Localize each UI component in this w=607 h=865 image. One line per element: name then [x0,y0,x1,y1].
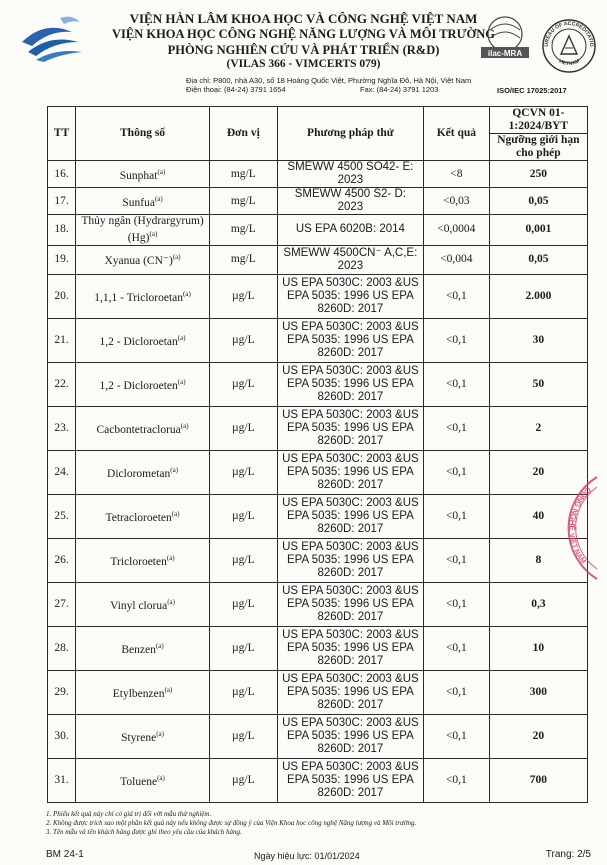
row-number: 16. [48,161,76,188]
unit-cell: µg/L [209,362,277,406]
header-method: Phương pháp thử [277,107,423,161]
unit-cell: µg/L [209,582,277,626]
footnote-1: 1. Phiếu kết quả này chỉ có giá trị đối với mẫu thử nghiệm. [46,810,212,818]
red-seal-stamp-icon [529,473,599,583]
header-parameter: Thông số [76,107,210,161]
parameter-name: 1,2 - Dicloroetan [99,335,178,348]
limit-cell: 2 [489,406,587,450]
unit-cell: µg/L [209,626,277,670]
accredited-marker: (a) [177,377,186,386]
parameter-cell [76,161,210,188]
parameter-cell [76,245,210,274]
parameter-cell [76,626,210,670]
stamp-side-text: VIỆT NAM [567,532,587,566]
table-row [48,215,588,246]
method-cell: US EPA 5030C: 2003 &US EPA 5035: 1996 US EPA 8260D: 2017 [277,318,423,362]
accredited-marker: (a) [164,685,173,694]
parameter-cell [76,215,210,246]
result-cell: <0,1 [423,626,489,670]
parameter-cell [76,538,210,582]
parameter-cell [76,362,210,406]
table-row [48,714,588,758]
limit-cell: 20 [489,450,587,494]
result-cell: <0,1 [423,450,489,494]
method-cell: SMEWW 4500CN⁻ A,C,E: 2023 [277,245,423,274]
parameter-name: Styrene [121,731,157,744]
accredited-marker: (a) [155,641,164,650]
result-cell: <0,1 [423,274,489,318]
accredited-marker: (a) [183,289,191,298]
method-cell: US EPA 5030C: 2003 &US EPA 5035: 1996 US EPA 8260D: 2017 [277,274,423,318]
limit-cell: 30 [489,318,587,362]
header-standard: QCVN 01-1:2024/BYT [489,107,587,134]
result-cell: <0,1 [423,714,489,758]
footnote-3: 3. Tên mẫu và tên khách hàng được ghi theo yêu cầu của khách hàng. [46,828,242,836]
institute-name: VIỆN KHOA HỌC CÔNG NGHỆ NĂNG LƯỢNG VÀ MÔI TRƯỜNG [111,27,495,41]
method-cell: US EPA 5030C: 2003 &US EPA 5035: 1996 US EPA 8260D: 2017 [277,450,423,494]
table-row [48,494,588,538]
row-number: 21. [48,318,76,362]
parameter-name: Sunfua [122,196,155,209]
parameter-cell [76,670,210,714]
limit-cell: 0,05 [489,245,587,274]
accredited-marker: (a) [154,194,163,203]
row-number: 25. [48,494,76,538]
limit-cell: 300 [489,670,587,714]
parameter-name: 1,2 - Dicloroeten [99,379,178,392]
accredited-marker: (a) [170,465,179,474]
method-cell: US EPA 5030C: 2003 &US EPA 5035: 1996 US EPA 8260D: 2017 [277,670,423,714]
parameter-name: Sunphat [119,169,158,182]
parameter-cell [76,406,210,450]
unit-cell: µg/L [209,538,277,582]
ilac-logo-text: ilac-MRA [487,49,523,58]
result-cell: <0,1 [423,494,489,538]
unit-cell: µg/L [209,758,277,802]
result-cell: <8 [423,161,489,188]
limit-cell: 0,001 [489,215,587,246]
row-number: 27. [48,582,76,626]
parameter-cell [76,582,210,626]
parameter-name: Tricloroeten [110,555,167,568]
result-cell: <0,004 [423,245,489,274]
method-cell: SMEWW 4500 SO42- E: 2023 [277,161,423,188]
row-number: 19. [48,245,76,274]
table-row [48,245,588,274]
effective-date: Ngày hiệu lực: 01/01/2024 [254,851,360,861]
table-row [48,318,588,362]
row-number: 20. [48,274,76,318]
method-cell: US EPA 6020B: 2014 [277,215,423,246]
limit-cell: 8 [489,538,587,582]
row-number: 18. [48,215,76,246]
accredited-marker: (a) [166,553,175,562]
parameter-name: 1,1,1 - Tricloroetan [94,291,184,304]
accredited-marker: (a) [180,421,189,430]
result-cell: <0,1 [423,538,489,582]
table-row [48,582,588,626]
parameter-name: Tetracloroeten [105,511,172,524]
academy-name: VIỆN HÀN LÂM KHOA HỌC VÀ CÔNG NGHỆ VIỆT NAM [129,11,478,26]
method-cell: US EPA 5030C: 2003 &US EPA 5035: 1996 US EPA 8260D: 2017 [277,494,423,538]
parameter-cell [76,450,210,494]
row-number: 26. [48,538,76,582]
parameter-name: Vinyl clorua [110,599,168,612]
unit-cell: µg/L [209,406,277,450]
row-number: 24. [48,450,76,494]
limit-cell: 0,3 [489,582,587,626]
fax-text: Fax: (84-24) 3791 1203 [360,85,439,94]
results-table [47,106,588,803]
table-row [48,274,588,318]
parameter-cell [76,318,210,362]
accredited-marker: (a) [177,333,186,342]
method-cell: US EPA 5030C: 2003 &US EPA 5035: 1996 US EPA 8260D: 2017 [277,626,423,670]
bureau-accreditation-seal-icon [541,18,597,74]
row-number: 17. [48,188,76,215]
method-cell: US EPA 5030C: 2003 &US EPA 5035: 1996 US EPA 8260D: 2017 [277,582,423,626]
accredited-marker: (a) [156,729,164,738]
unit-cell: mg/L [209,215,277,246]
limit-cell: 40 [489,494,587,538]
result-cell: <0,1 [423,318,489,362]
boa-seal-top-text: UREAU OF ACCREDITATIO [543,20,595,47]
method-cell: US EPA 5030C: 2003 &US EPA 5035: 1996 US EPA 8260D: 2017 [277,714,423,758]
table-row [48,161,588,188]
parameter-name: Thủy ngân (Hydrargyrum) (Hg) [81,215,204,244]
phone-text: Điện thoại: (84-24) 3791 1654 [186,85,286,94]
unit-cell: µg/L [209,714,277,758]
parameter-name: Xyanua (CN⁻) [104,255,173,268]
result-cell: <0,1 [423,758,489,802]
header-limit: Ngưỡng giới hạn cho phép [489,134,587,161]
parameter-cell [76,274,210,318]
footnote-2: 2. Không được trích sao một phần kết quả này nếu không được sự đồng ý của Viện Khoa học công nghệ Năng lượng và Môi trường. [46,819,417,827]
parameter-cell [76,188,210,215]
unit-cell: µg/L [209,274,277,318]
unit-cell: µg/L [209,670,277,714]
table-row [48,538,588,582]
boa-seal-bottom-text: VIETNAM [557,58,581,67]
row-number: 23. [48,406,76,450]
table-row [48,626,588,670]
limit-cell: 250 [489,161,587,188]
form-code: BM 24-1 [46,849,84,860]
row-number: 29. [48,670,76,714]
lab-name: PHÒNG NGHIÊN CỨU VÀ PHÁT TRIỂN (R&D) [167,43,440,57]
table-row [48,670,588,714]
result-cell: <0,1 [423,362,489,406]
footnotes [46,810,416,837]
result-cell: <0,1 [423,670,489,714]
parameter-cell [76,758,210,802]
accredited-marker: (a) [149,230,158,238]
method-cell: US EPA 5030C: 2003 &US EPA 5035: 1996 US EPA 8260D: 2017 [277,758,423,802]
header-tt: TT [48,107,76,161]
svg-text:CÔNG NGHỆ [567,485,592,531]
method-cell: SMEWW 4500 S2- D: 2023 [277,188,423,215]
accredited-marker: (a) [157,167,166,176]
unit-cell: µg/L [209,494,277,538]
unit-cell: µg/L [209,450,277,494]
method-cell: US EPA 5030C: 2003 &US EPA 5035: 1996 US EPA 8260D: 2017 [277,538,423,582]
header-unit: Đơn vị [209,107,277,161]
parameter-name: Cacbontetraclorua [96,423,181,436]
accredited-marker: (a) [172,253,181,262]
address-text: Địa chỉ: P800, nhà A30, số 18 Hoàng Quốc Việt, Phường Nghĩa Đô, Hà Nội, Việt Nam [186,76,472,85]
limit-cell: 50 [489,362,587,406]
page-number: Trang: 2/5 [545,849,591,860]
svg-text:VIETNAM [557,58,580,67]
result-cell: <0,0004 [423,215,489,246]
parameter-cell [76,714,210,758]
stamp-top-text: CÔNG NGHỆ [567,484,593,531]
method-cell: US EPA 5030C: 2003 &US EPA 5035: 1996 US EPA 8260D: 2017 [277,406,423,450]
unit-cell: mg/L [209,245,277,274]
iso-standard-label: ISO/IEC 17025:2017 [497,86,567,95]
limit-cell: 2.000 [489,274,587,318]
method-cell: US EPA 5030C: 2003 &US EPA 5035: 1996 US EPA 8260D: 2017 [277,362,423,406]
limit-cell: 700 [489,758,587,802]
page-footer [46,849,591,863]
accredited-marker: (a) [171,509,180,518]
table-row [48,188,588,215]
table-row [48,406,588,450]
parameter-name: Benzen [121,643,156,656]
unit-cell: mg/L [209,161,277,188]
accredited-marker: (a) [167,597,175,606]
row-number: 22. [48,362,76,406]
parameter-name: Diclorometan [107,467,171,480]
parameter-name: Etylbenzen [112,687,165,700]
result-cell: <0,1 [423,406,489,450]
ilac-mra-logo-icon [478,14,532,62]
parameter-cell [76,494,210,538]
limit-cell: 20 [489,714,587,758]
parameter-name: Toluene [120,775,158,788]
limit-cell: 0,05 [489,188,587,215]
row-number: 30. [48,714,76,758]
accreditation-codes: (VILAS 366 - VIMCERTS 079) [226,58,381,70]
unit-cell: mg/L [209,188,277,215]
unit-cell: µg/L [209,318,277,362]
accredited-marker: (a) [157,773,165,782]
result-cell: <0,03 [423,188,489,215]
row-number: 28. [48,626,76,670]
limit-cell: 10 [489,626,587,670]
header-result: Kết quả [423,107,489,161]
result-cell: <0,1 [423,582,489,626]
table-row [48,362,588,406]
row-number: 31. [48,758,76,802]
table-row [48,450,588,494]
table-row [48,758,588,802]
